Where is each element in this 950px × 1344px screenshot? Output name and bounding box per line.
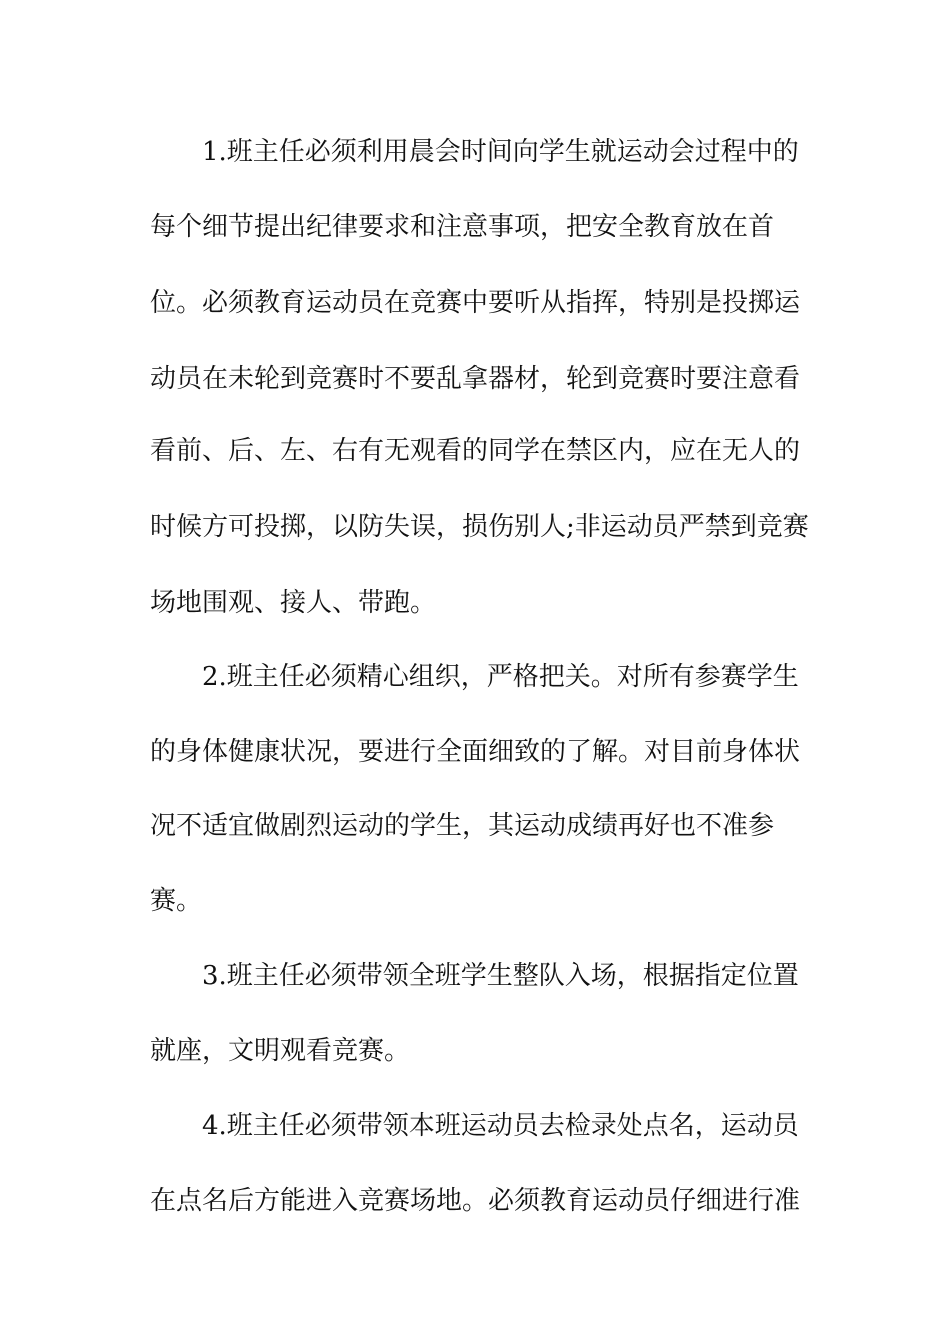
paragraph-3-line-1: 3.班主任必须带领全班学生整队入场，根据指定位置	[202, 961, 799, 991]
paragraph-1-line-4: 动员在未轮到竞赛时不要乱拿器材，轮到竞赛时要注意看	[150, 364, 801, 394]
paragraph-1-line-6: 时候方可投掷，以防失误，损伤别人;非运动员严禁到竞赛	[150, 512, 809, 542]
paragraph-2-line-1: 2.班主任必须精心组织，严格把关。对所有参赛学生	[202, 662, 799, 692]
paragraph-4-line-2: 在点名后方能进入竞赛场地。必须教育运动员仔细进行准	[150, 1186, 801, 1216]
paragraph-1-line-2: 每个细节提出纪律要求和注意事项，把安全教育放在首	[150, 212, 775, 242]
paragraph-2-line-4: 赛。	[150, 886, 203, 916]
paragraph-2-line-3: 况不适宜做剧烈运动的学生，其运动成绩再好也不准参	[150, 811, 775, 841]
paragraph-1-line-5: 看前、后、左、右有无观看的同学在禁区内，应在无人的	[150, 436, 801, 466]
paragraph-1-line-7: 场地围观、接人、带跑。	[150, 588, 437, 618]
paragraph-2-line-2: 的身体健康状况，要进行全面细致的了解。对目前身体状	[150, 737, 801, 767]
paragraph-4-line-1: 4.班主任必须带领本班运动员去检录处点名，运动员	[202, 1111, 799, 1141]
paragraph-1-line-3: 位。必须教育运动员在竞赛中要听从指挥，特别是投掷运	[150, 288, 801, 318]
paragraph-3-line-2: 就座，文明观看竞赛。	[150, 1036, 411, 1066]
paragraph-1-line-1: 1.班主任必须利用晨会时间向学生就运动会过程中的	[202, 137, 799, 167]
